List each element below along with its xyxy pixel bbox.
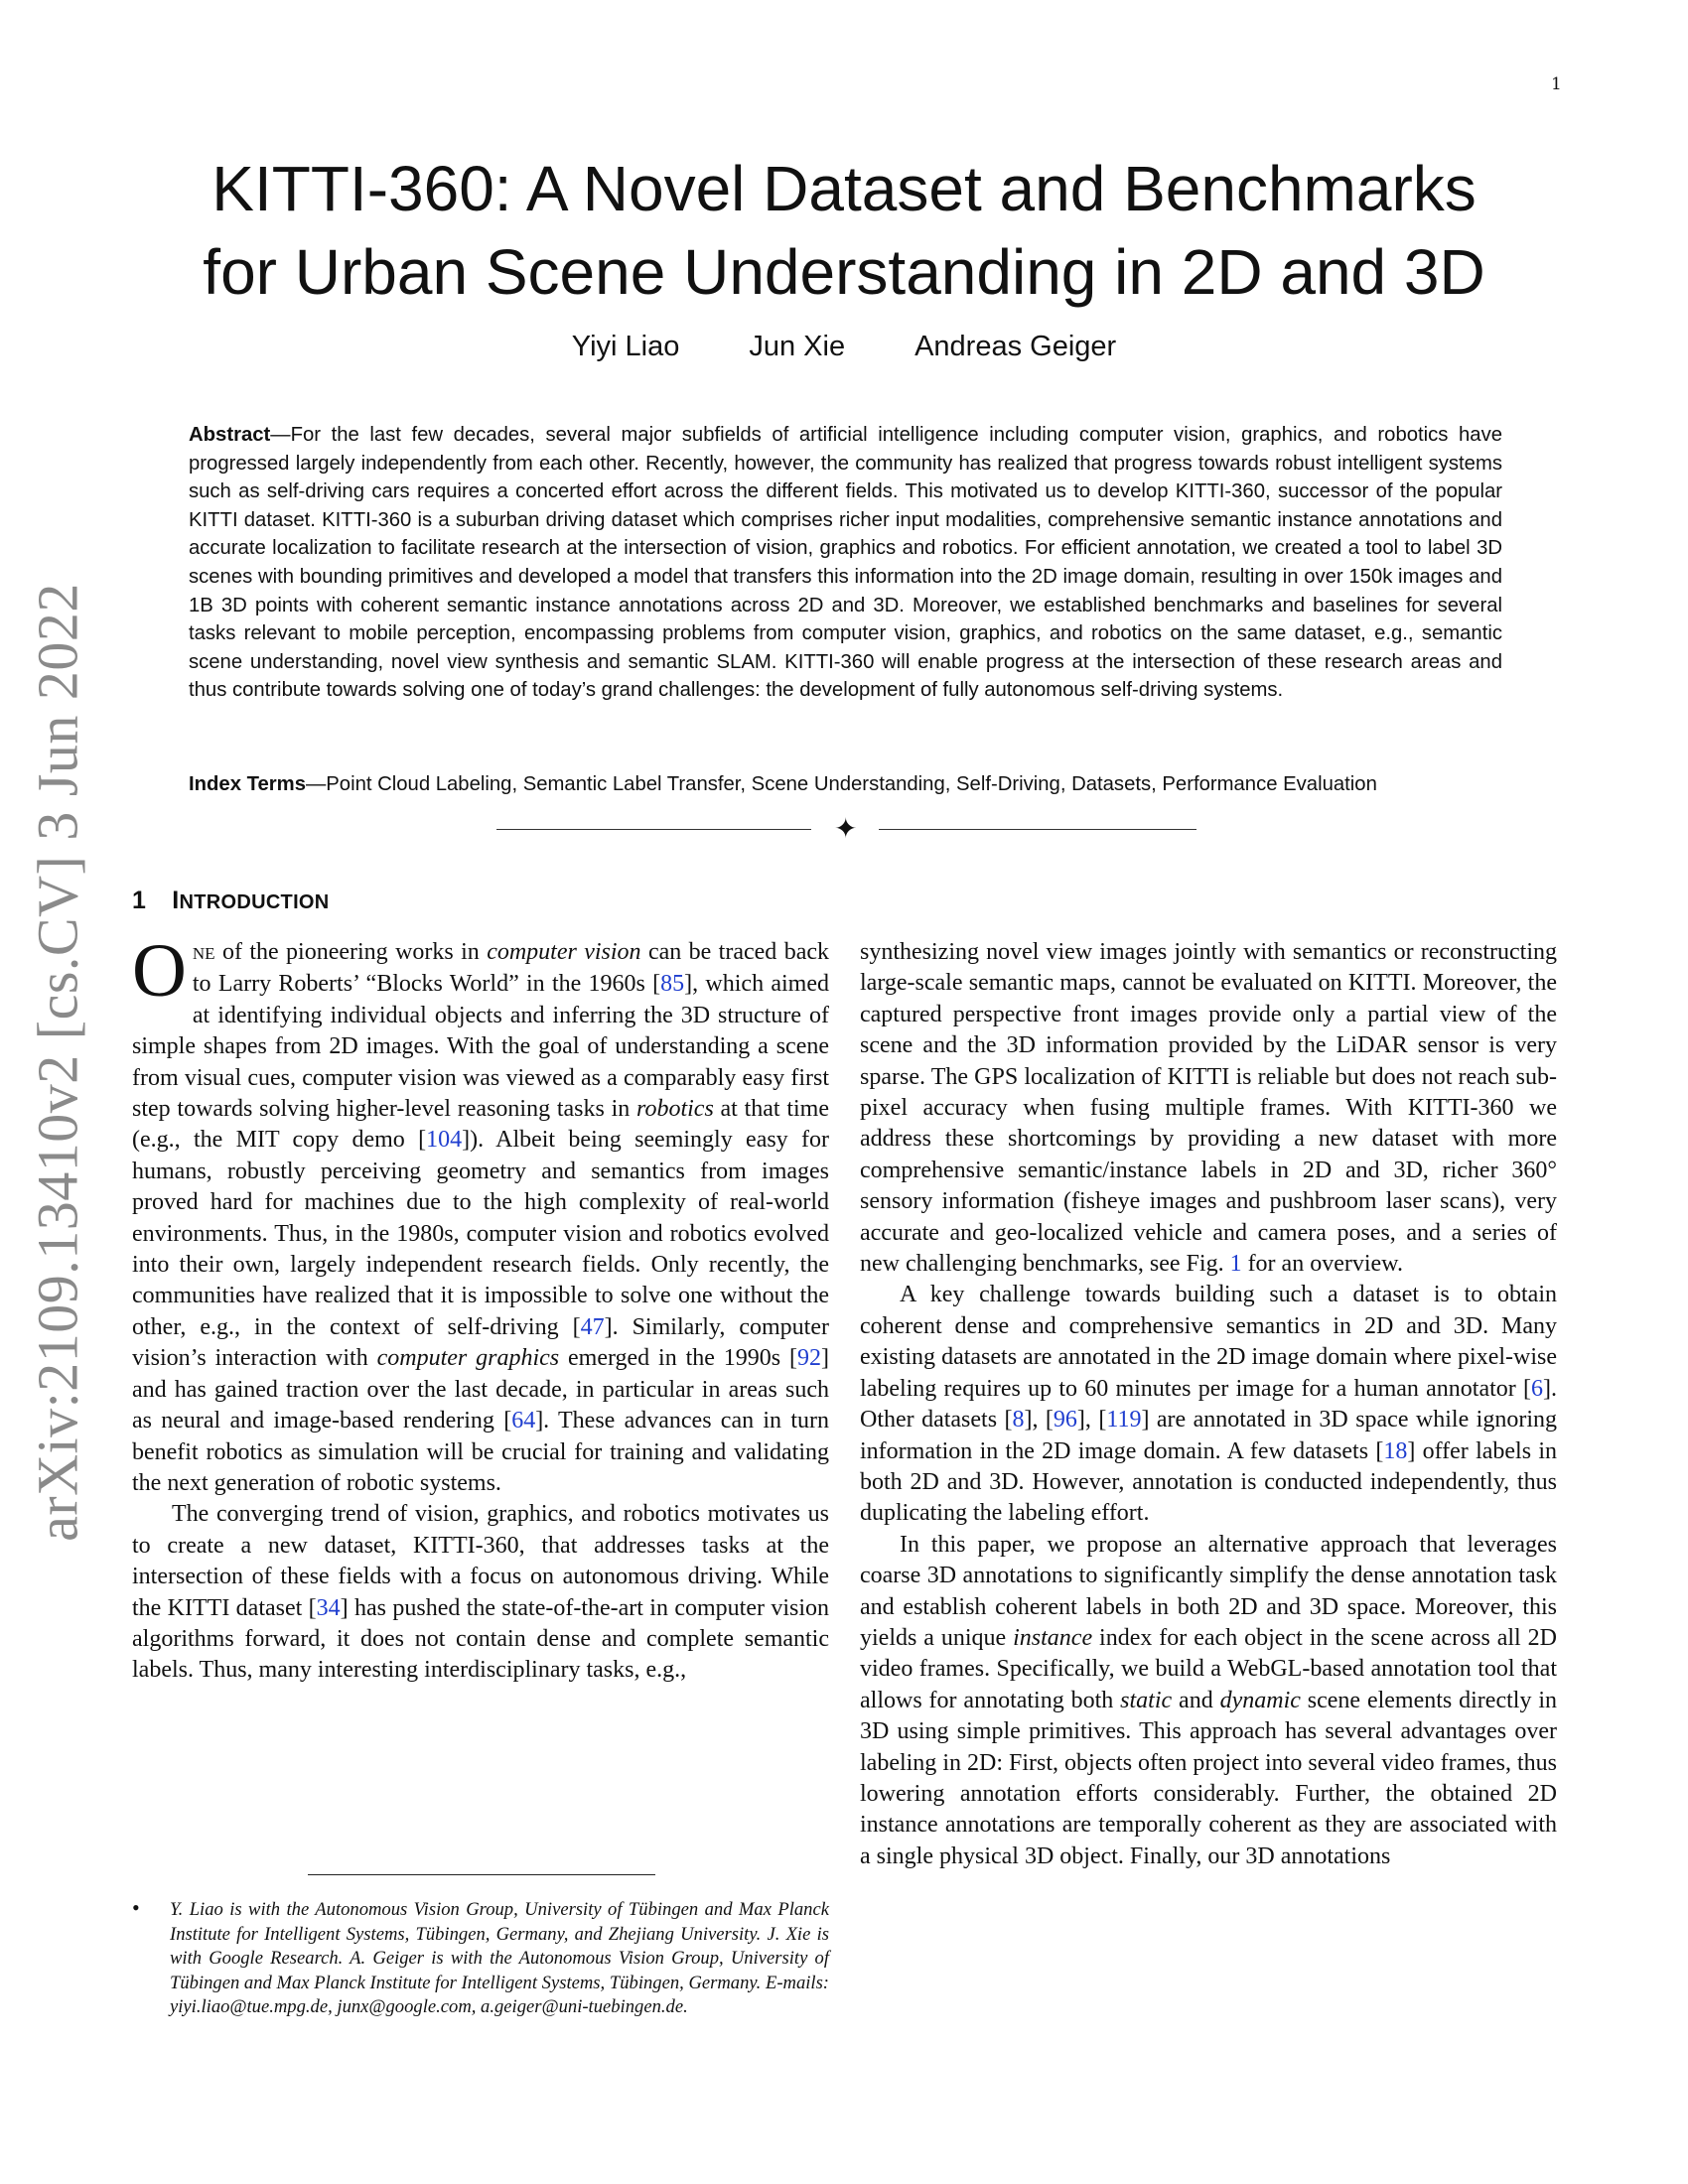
section-number: 1 xyxy=(132,887,147,914)
footnote xyxy=(132,1895,829,2020)
text-run: ] offer labels in both 2D and 3D. However, annotation is conducted independently, thus duplicating the labeling effort. xyxy=(860,1437,1557,1527)
emphasis: computer graphics xyxy=(376,1345,560,1372)
emphasis: instance xyxy=(1013,1624,1093,1651)
text-run: ]. Other datasets [ xyxy=(860,1375,1557,1433)
text-run: The converging trend of vision, graphics, and robotics motivates us to create a new dataset, KITTI-360, that addresses tasks at the intersection of these fields with a focus on autonomous driving. While the KITTI dataset [ xyxy=(132,1501,829,1621)
text-run: of the pioneering works in xyxy=(214,939,488,965)
index-terms-label: Index Terms xyxy=(189,773,306,795)
citation-link[interactable]: 64 xyxy=(511,1408,536,1434)
text-run: for an overview. xyxy=(1241,1251,1403,1278)
index-terms xyxy=(189,770,1519,798)
section-title-initial: I xyxy=(172,887,180,914)
text-run: index for each object in the scene across all 2D video frames. Specifically, we build a WebGL-based annotation tool that allows for annotating both xyxy=(860,1624,1557,1713)
paragraph xyxy=(860,937,1557,1280)
paragraph xyxy=(132,929,829,1499)
text-run: ]). Albeit being seemingly easy for humans, robustly perceiving geometry and semantics from images proved hard for machines due to the high complexity of real-world environments. Thus, in the 1980s, computer vision and robotics evolved into their own, largely independent research fields. Only recently, the communities have realized that it is impossible to solve one without the other, e.g., in the context of self-driving [ xyxy=(132,1127,829,1340)
paragraph xyxy=(132,1499,829,1686)
title-line-2: for Urban Scene Understanding in 2D and 3D xyxy=(203,236,1485,308)
abstract xyxy=(189,421,1502,705)
text-run: ], [ xyxy=(1024,1407,1054,1433)
text-run: can be traced back to Larry Roberts’ “Blocks World” in the 1960s [ xyxy=(192,939,829,998)
page-number: 1 xyxy=(1551,74,1562,94)
text-run: ] are annotated in 3D space while ignoring information in the 2D image domain. A few datasets [ xyxy=(860,1407,1558,1464)
text-run: at that time (e.g., the MIT copy demo [ xyxy=(132,1096,829,1154)
abstract-label: Abstract xyxy=(189,424,271,446)
index-terms-text: —Point Cloud Labeling, Semantic Label Transfer, Scene Understanding, Self-Driving, Datasets, Performance Evaluation xyxy=(305,773,1377,795)
paragraph xyxy=(860,1530,1557,1872)
section-title-rest: NTRODUCTION xyxy=(179,891,330,913)
text-run: ] and has gained traction over the last decade, in particular in areas such as neural and image-based rendering [ xyxy=(132,1345,829,1434)
divider-star-icon: ✦ xyxy=(834,812,858,845)
citation-link[interactable]: 8 xyxy=(1012,1407,1025,1433)
citation-link[interactable]: 119 xyxy=(1106,1407,1142,1433)
text-run: and xyxy=(1172,1687,1220,1713)
right-column xyxy=(860,937,1557,1872)
smallcaps-text: NE xyxy=(192,944,215,963)
citation-link[interactable]: 34 xyxy=(316,1594,341,1621)
footnote-rule xyxy=(308,1874,655,1875)
text-run: In this paper, we propose an alternative approach that leverages coarse 3D annotations to significantly simplify the dense annotation task and establish coherent labels in both 2D and 3D space. Moreover, this yields a unique xyxy=(860,1531,1557,1651)
author-list xyxy=(99,331,1589,363)
citation-link[interactable]: 6 xyxy=(1531,1375,1543,1402)
divider-line-left xyxy=(496,829,811,830)
citation-link[interactable]: 18 xyxy=(1383,1437,1408,1464)
arxiv-identifier xyxy=(18,583,97,1542)
emphasis: robotics xyxy=(636,1096,714,1123)
text-run: ], which aimed at identifying individual objects and inferring the 3D structure of simple shapes from 2D images. With the goal of understanding a scene from visual cues, computer vision was viewed as a comparably easy first step towards solving higher-level reasoning tasks in xyxy=(132,971,829,1123)
author-name: Jun Xie xyxy=(749,331,846,362)
section-heading-introduction xyxy=(132,887,330,915)
citation-link[interactable]: 92 xyxy=(797,1345,821,1372)
paper-title xyxy=(99,147,1589,314)
emphasis: static xyxy=(1120,1687,1173,1713)
emphasis: dynamic xyxy=(1219,1687,1301,1713)
abstract-text: —For the last few decades, several major subfields of artificial intelligence including computer vision, graphics, and robotics have progressed largely independently from each other. Recently, however, the community has realized that progress towards robust intelligent systems such as self-driving cars requires a concerted effort across the different fields. This motivated us to develop KITTI-360, successor of the popular KITTI dataset. KITTI-360 is a suburban driving dataset which comprises richer input modalities, comprehensive semantic instance annotations and accurate localization to facilitate research at the intersection of vision, graphics and robotics. For efficient annotation, we created a tool to label 3D scenes with bounding primitives and developed a model that transfers this information into the 2D image domain, resulting in over 150k images and 1B 3D points with coherent semantic instance annotations across 2D and 3D. Moreover, we established benchmarks and baselines for several tasks relevant to mobile perception, encompassing problems from computer vision, graphics, and robotics on the same dataset, e.g., semantic scene understanding, novel view synthesis and semantic SLAM. KITTI-360 will enable progress at the intersection of these research areas and thus contribute towards solving one of today’s grand challenges: the development of fully autonomous self-driving systems. xyxy=(189,424,1502,702)
text-run: ]. Similarly, computer vision’s interaction with xyxy=(132,1313,829,1372)
text-run: A key challenge towards building such a dataset is to obtain coherent dense and comprehensive semantics in 2D and 3D. Many existing datasets are annotated in the 2D image domain where pixel-wise labeling requires up to 60 minutes per image for a human annotator [ xyxy=(860,1282,1557,1402)
text-run: ], [ xyxy=(1076,1407,1107,1433)
section-divider xyxy=(496,812,1196,845)
arxiv-identifier-text: arXiv:2109.13410v2 [cs.CV] 3 Jun 2022 xyxy=(25,583,90,1542)
text-run: ]. These advances can in turn benefit robotics as simulation will be crucial for training and validating the next generation of robotic systems. xyxy=(132,1408,829,1496)
author-name: Yiyi Liao xyxy=(571,331,680,362)
author-name: Andreas Geiger xyxy=(914,331,1117,362)
footnote-bullet: • xyxy=(132,1895,140,1920)
figure-link[interactable]: 1 xyxy=(1229,1251,1242,1278)
title-line-1: KITTI-360: A Novel Dataset and Benchmarks xyxy=(211,153,1477,224)
citation-link[interactable]: 96 xyxy=(1053,1407,1077,1433)
divider-line-right xyxy=(879,829,1196,830)
footnote-text: Y. Liao is with the Autonomous Vision Group, University of Tübingen and Max Planck Institute for Intelligent Systems, Tübingen, Germany, and Zhejiang University. J. Xie is with Google Research. A. Geiger is with the Autonomous Vision Group, University of Tübingen and Max Planck Institute for Intelligent Systems, Tübingen, Germany. E-mails: yiyi.liao@tue.mpg.de, junx@google.com, a.geiger@uni-tuebingen.de. xyxy=(170,1899,829,2018)
citation-link[interactable]: 47 xyxy=(580,1313,605,1340)
text-run: emerged in the 1990s [ xyxy=(559,1345,797,1372)
citation-link[interactable]: 104 xyxy=(426,1127,463,1154)
text-run: ] has pushed the state-of-the-art in computer vision algorithms forward, it does not contain dense and complete semantic labels. Thus, many interesting interdisciplinary tasks, e.g., xyxy=(132,1594,829,1684)
citation-link[interactable]: 85 xyxy=(660,971,685,998)
emphasis: computer vision xyxy=(487,939,641,965)
text-run: scene elements directly in 3D using simple primitives. This approach has several advantages over labeling in 2D: First, objects often project into several video frames, thus lowering annotation efforts considerably. Further, the obtained 2D instance annotations are temporally coherent as they are associated with a single physical 3D object. Finally, our 3D annotations xyxy=(860,1687,1557,1869)
paragraph xyxy=(860,1280,1557,1529)
text-run: synthesizing novel view images jointly with semantics or reconstructing large-scale semantic maps, cannot be evaluated on KITTI. Moreover, the captured perspective front images provide only a partial view of the scene and the 3D information provided by the LiDAR sensor is very sparse. The GPS localization of KITTI is reliable but does not reach sub-pixel accuracy when fusing multiple frames. With KITTI-360 we address these shortcomings by providing a new dataset with more comprehensive semantic/instance labels in 2D and 3D, richer 360° sensory information (fisheye images and pushbroom laser scans), very accurate and geo-localized vehicle and camera poses, and a series of new challenging benchmarks, see Fig. xyxy=(860,939,1557,1278)
dropcap: O xyxy=(132,929,187,1013)
left-column xyxy=(132,929,829,1687)
